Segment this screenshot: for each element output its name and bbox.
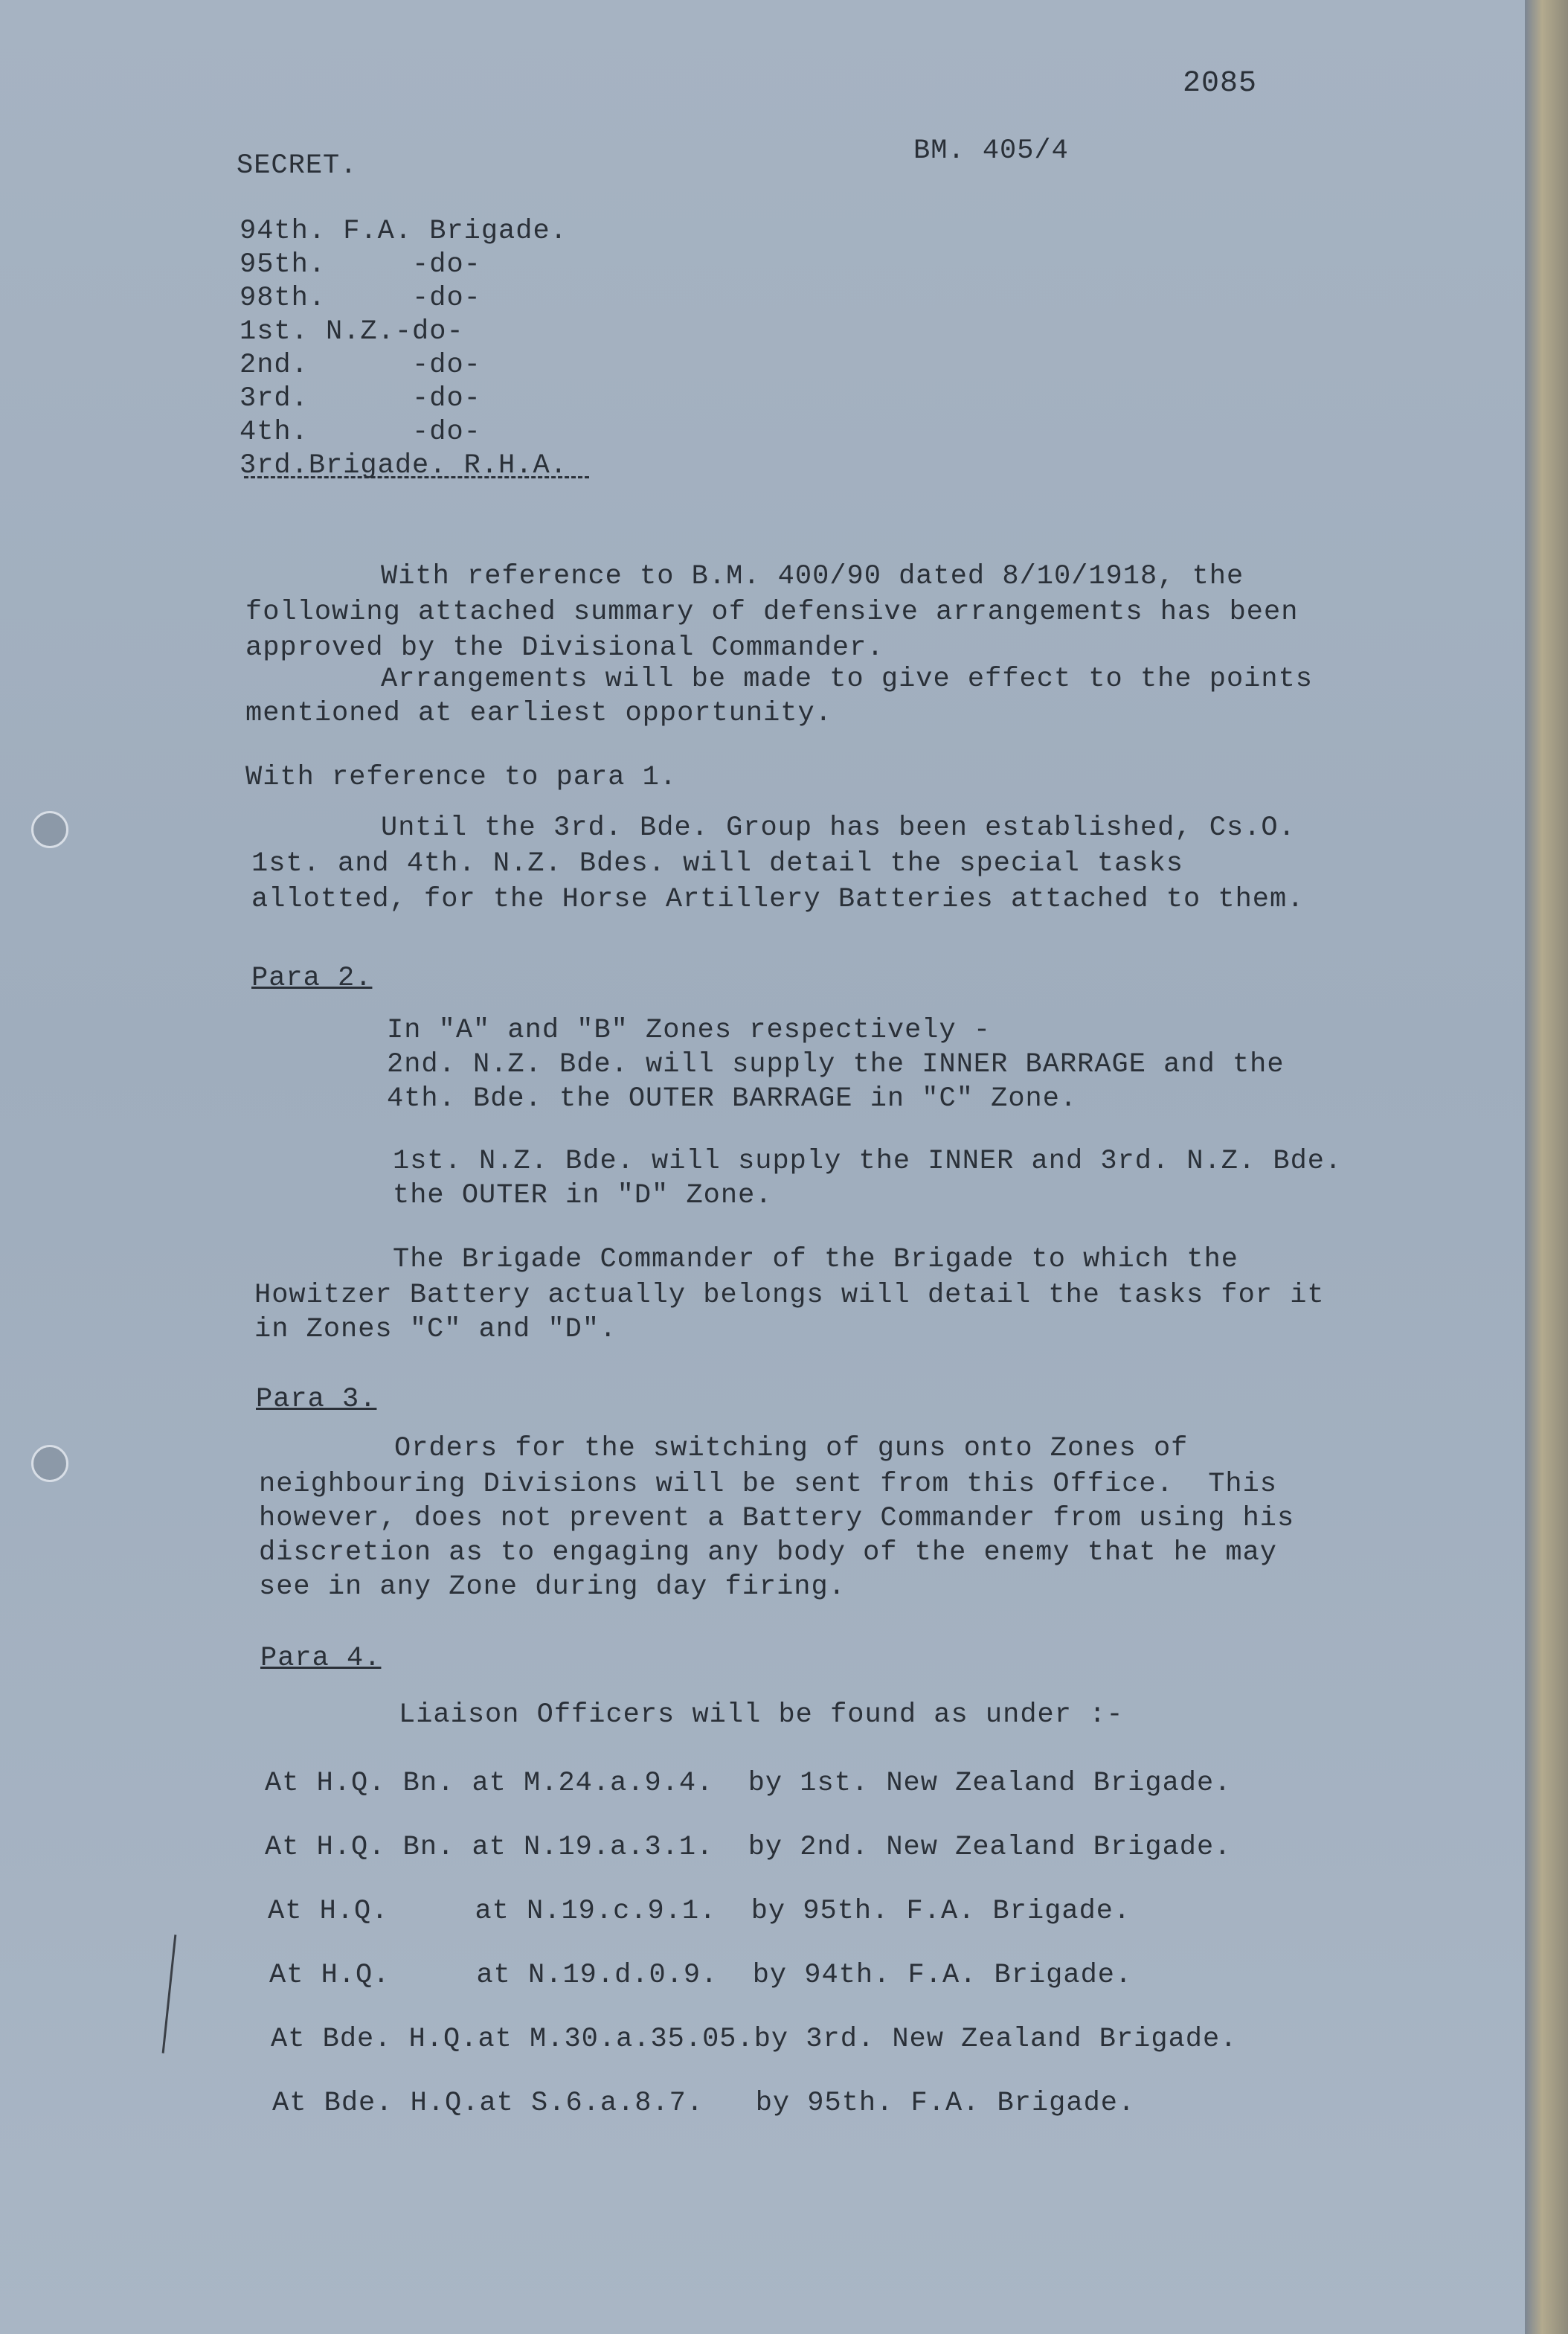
intro-line: following attached summary of defensive arrangements has been [245,597,1299,628]
intro-line: Arrangements will be made to give effect to the points [381,664,1313,695]
divider-rule [244,476,589,478]
intro-line: With reference to B.M. 400/90 dated 8/10/1918, the [381,561,1244,592]
distribution-item: 1st. N.Z.-do- [240,316,464,347]
punch-hole [31,1445,68,1482]
para3-line: however, does not prevent a Battery Commander from using his [259,1503,1295,1534]
distribution-item: 94th. F.A. Brigade. [240,216,568,247]
para3-line: see in any Zone during day firing. [259,1571,846,1603]
intro-line: approved by the Divisional Commander. [245,632,884,664]
para1-line: allotted, for the Horse Artillery Batteries attached to them. [251,884,1305,915]
para4-intro: Liaison Officers will be found as under :- [399,1699,1124,1731]
distribution-item: 98th. -do- [240,283,481,314]
liaison-row: At H.Q. at N.19.c.9.1. by 95th. F.A. Brigade. [268,1896,1131,1927]
liaison-row: At H.Q. Bn. at M.24.a.9.4. by 1st. New Zealand Brigade. [265,1768,1232,1799]
punch-hole [31,811,68,848]
distribution-item: 3rd.Brigade. R.H.A. [240,450,568,481]
intro-line: mentioned at earliest opportunity. [245,698,832,729]
para1-heading: With reference to para 1. [245,762,678,793]
liaison-row: At Bde. H.Q.at M.30.a.35.05.by 3rd. New Zealand Brigade. [271,2024,1238,2055]
para2-line: 2nd. N.Z. Bde. will supply the INNER BARRAGE and the [387,1049,1285,1080]
para3-line: neighbouring Divisions will be sent from this Office. This [259,1469,1278,1500]
classification: SECRET. [237,150,358,182]
liaison-row: At H.Q. Bn. at N.19.a.3.1. by 2nd. New Zealand Brigade. [265,1832,1232,1863]
distribution-item: 3rd. -do- [240,383,481,414]
para2-line: 1st. N.Z. Bde. will supply the INNER and 3rd. N.Z. Bde. [393,1146,1343,1177]
binder-edge [1525,0,1568,2334]
liaison-row: At Bde. H.Q.at S.6.a.8.7. by 95th. F.A. Brigade. [272,2088,1136,2119]
para1-line: Until the 3rd. Bde. Group has been established, Cs.O. [381,812,1296,844]
para4-heading: Para 4. [260,1643,382,1674]
reference-number: BM. 405/4 [913,135,1069,167]
para3-line: Orders for the switching of guns onto Zones of [394,1433,1189,1464]
para2-line: in Zones "C" and "D". [254,1314,617,1345]
para2-heading: Para 2. [251,963,373,994]
distribution-item: 95th. -do- [240,249,481,280]
distribution-item: 4th. -do- [240,417,481,448]
corner-mark: 2085 [1183,67,1258,100]
para2-line: The Brigade Commander of the Brigade to which the [393,1244,1238,1275]
para2-line: In "A" and "B" Zones respectively - [387,1015,992,1046]
para3-heading: Para 3. [256,1384,377,1415]
para2-line: the OUTER in "D" Zone. [393,1180,773,1211]
distribution-item: 2nd. -do- [240,350,481,381]
para3-line: discretion as to engaging any body of the enemy that he may [259,1537,1278,1568]
para1-line: 1st. and 4th. N.Z. Bdes. will detail the special tasks [251,848,1183,879]
liaison-row: At H.Q. at N.19.d.0.9. by 94th. F.A. Brigade. [269,1960,1133,1991]
para2-line: Howitzer Battery actually belongs will detail the tasks for it [254,1280,1325,1311]
para2-line: 4th. Bde. the OUTER BARRAGE in "C" Zone. [387,1083,1078,1115]
